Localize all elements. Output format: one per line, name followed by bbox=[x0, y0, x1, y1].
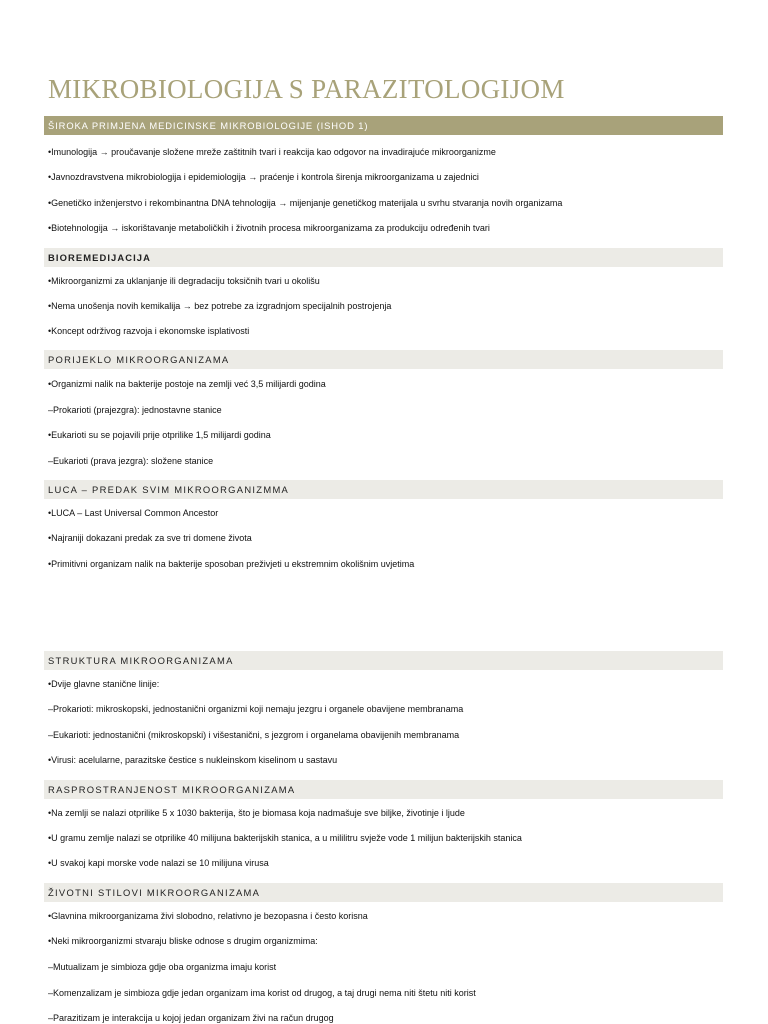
text-line: –Prokarioti (prajezgra): jednostavne stanice bbox=[48, 405, 222, 415]
text-line: •Primitivni organizam nalik na bakterije sposoban preživjeti u ekstremnim okolišnim uvjetima bbox=[48, 559, 415, 569]
text-line: •Glavnina mikroorganizama živi slobodno, relativno je bezopasna i često korisna bbox=[48, 911, 368, 921]
text-line: •LUCA – Last Universal Common Ancestor bbox=[48, 508, 219, 518]
text-line: •Virusi: acelularne, parazitske čestice s nukleinskom kiselinom u sastavu bbox=[48, 755, 338, 765]
text-line: •Najraniji dokazani predak za sve tri domene života bbox=[48, 533, 252, 543]
text-line: –Mutualizam je simbioza gdje oba organizma imaju korist bbox=[48, 962, 277, 972]
section-heading-siroka-primjena: ŠIROKA PRIMJENA MEDICINSKE MIKROBIOLOGIJE (ISHOD 1) bbox=[44, 116, 723, 135]
text-line: –Prokarioti: mikroskopski, jednostanični organizmi koji nemaju jezgru i organele obavijene membranama bbox=[48, 704, 464, 714]
text-line: •Nema unošenja novih kemikalija → bez potrebe za izgradnjom specijalnih postrojenja bbox=[48, 301, 392, 311]
text-line: •Biotehnologija → iskorištavanje metaboličkih i životnih procesa mikroorganizama za produkciju određenih tvari bbox=[48, 223, 490, 233]
text-line: •Dvije glavne stanične linije: bbox=[48, 679, 160, 689]
text-line: •Javnozdravstvena mikrobiologija i epidemiologija → praćenje i kontrola širenja mikroorganizama u zajednici bbox=[48, 172, 479, 182]
section-heading-luca: LUCA – PREDAK SVIM MIKROORGANIZMMA bbox=[44, 480, 723, 499]
text-line: –Parazitizam je interakcija u kojoj jedan organizam živi na račun drugog bbox=[48, 1013, 334, 1023]
section-heading-zivotni-stilovi: ŽIVOTNI STILOVI MIKROORGANIZAMA bbox=[44, 883, 723, 902]
section-heading-rasprostranjenost: RASPROSTRANJENOST MIKROORGANIZAMA bbox=[44, 780, 723, 799]
text-line: •Imunologija → proučavanje složene mreže zaštitnih tvari i reakcija kao odgovor na invadirajuće mikroorganizme bbox=[48, 147, 496, 157]
text-line: •U svakoj kapi morske vode nalazi se 10 milijuna virusa bbox=[48, 858, 269, 868]
text-line: •Neki mikroorganizmi stvaraju bliske odnose s drugim organizmima: bbox=[48, 936, 318, 946]
section-heading-bioremedijacija: BIOREMEDIJACIJA bbox=[44, 248, 723, 267]
text-line: •Na zemlji se nalazi otprilike 5 x 1030 bakterija, što je biomasa koja nadmašuje sve biljke, životinje i ljude bbox=[48, 808, 465, 818]
document-title: MIKROBIOLOGIJA S PARAZITOLOGIJOM bbox=[48, 74, 565, 104]
text-line: –Eukarioti: jednostanični (mikroskopski) i višestanični, s jezgrom i organelama obavijenih membranama bbox=[48, 730, 460, 740]
text-line: –Eukarioti (prava jezgra): složene stanice bbox=[48, 456, 214, 466]
text-line: •Mikroorganizmi za uklanjanje ili degradaciju toksičnih tvari u okolišu bbox=[48, 276, 320, 286]
section-heading-struktura: STRUKTURA MIKROORGANIZAMA bbox=[44, 651, 723, 670]
text-line: •Organizmi nalik na bakterije postoje na zemlji već 3,5 milijardi godina bbox=[48, 379, 326, 389]
section-heading-porijeklo: PORIJEKLO MIKROORGANIZAMA bbox=[44, 350, 723, 369]
text-line: •U gramu zemlje nalazi se otprilike 40 milijuna bakterijskih stanica, a u mililitru svježe vode 1 milijun bakterijskih stanica bbox=[48, 833, 522, 843]
text-line: •Genetičko inženjerstvo i rekombinantna DNA tehnologija → mijenjanje genetičkog materijala u svrhu stvaranja novih organizama bbox=[48, 198, 563, 208]
text-line: •Eukarioti su se pojavili prije otprilike 1,5 milijardi godina bbox=[48, 430, 271, 440]
text-line: –Komenzalizam je simbioza gdje jedan organizam ima korist od drugog, a taj drugi nema niti štetu niti korist bbox=[48, 988, 476, 998]
text-line: •Koncept održivog razvoja i ekonomske isplativosti bbox=[48, 326, 250, 336]
